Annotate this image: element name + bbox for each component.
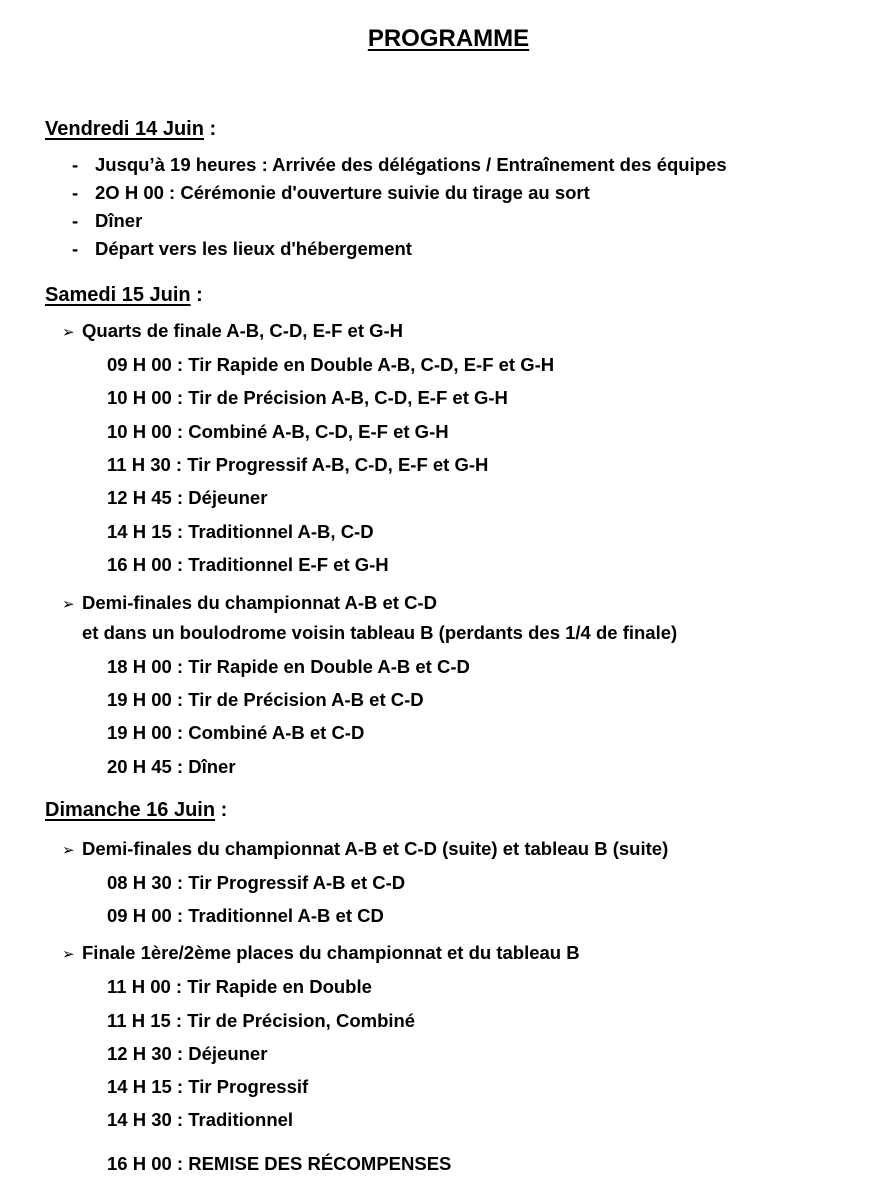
section-heading: ➢ Demi-finales du championnat A-B et C-D (suite) et tableau B (suite) xyxy=(62,838,668,862)
dash-icon: - xyxy=(72,238,79,259)
section-heading: ➢ Demi-finales du championnat A-B et C-D xyxy=(62,592,437,616)
schedule-item: 16 H 00 : REMISE DES RÉCOMPENSES xyxy=(107,1153,452,1174)
schedule-item: 16 H 00 : Traditionnel E-F et G-H xyxy=(107,554,389,575)
schedule-item: 11 H 30 : Tir Progressif A-B, C-D, E-F et G-H xyxy=(107,454,489,475)
day-heading-samedi: Samedi 15 Juin : xyxy=(45,284,203,306)
list-item: - Départ vers les lieux d'hébergement xyxy=(72,238,412,259)
arrow-bullet-icon: ➢ xyxy=(62,946,75,963)
page-title: PROGRAMME xyxy=(367,25,530,52)
schedule-item: 12 H 30 : Déjeuner xyxy=(107,1043,268,1064)
section-heading: ➢ Quarts de finale A-B, C-D, E-F et G-H xyxy=(62,320,403,344)
schedule-item: 09 H 00 : Traditionnel A-B et CD xyxy=(107,905,384,926)
arrow-bullet-icon: ➢ xyxy=(62,842,75,859)
dash-icon: - xyxy=(72,182,79,203)
day-heading-dimanche: Dimanche 16 Juin : xyxy=(45,799,228,821)
schedule-item: 18 H 00 : Tir Rapide en Double A-B et C-D xyxy=(107,656,470,677)
arrow-bullet-icon: ➢ xyxy=(62,596,75,613)
section-heading-continuation: et dans un boulodrome voisin tableau B (perdants des 1/4 de finale) xyxy=(82,622,678,643)
schedule-item: 19 H 00 : Tir de Précision A-B et C-D xyxy=(107,689,424,710)
list-item: - Dîner xyxy=(72,210,143,231)
arrow-bullet-icon: ➢ xyxy=(62,324,75,341)
schedule-item: 20 H 45 : Dîner xyxy=(107,756,236,777)
schedule-item: 14 H 15 : Traditionnel A-B, C-D xyxy=(107,521,374,542)
schedule-item: 11 H 00 : Tir Rapide en Double xyxy=(107,976,372,997)
list-item: - Jusqu’à 19 heures : Arrivée des délégations / Entraînement des équipes xyxy=(72,154,727,175)
dash-icon: - xyxy=(72,154,79,175)
schedule-item: 09 H 00 : Tir Rapide en Double A-B, C-D, E-F et G-H xyxy=(107,354,555,375)
schedule-item: 11 H 15 : Tir de Précision, Combiné xyxy=(107,1010,416,1031)
schedule-item: 19 H 00 : Combiné A-B et C-D xyxy=(107,722,365,743)
day-heading-vendredi: Vendredi 14 Juin : xyxy=(45,118,217,140)
schedule-item: 12 H 45 : Déjeuner xyxy=(107,487,268,508)
schedule-item: 10 H 00 : Combiné A-B, C-D, E-F et G-H xyxy=(107,421,449,442)
dash-icon: - xyxy=(72,210,79,231)
section-heading: ➢ Finale 1ère/2ème places du championnat et du tableau B xyxy=(62,942,580,966)
schedule-item: 14 H 15 : Tir Progressif xyxy=(107,1076,309,1097)
list-item: - 2O H 00 : Cérémonie d'ouverture suivie du tirage au sort xyxy=(72,182,590,203)
schedule-item: 10 H 00 : Tir de Précision A-B, C-D, E-F et G-H xyxy=(107,387,508,408)
schedule-item: 08 H 30 : Tir Progressif A-B et C-D xyxy=(107,872,406,893)
schedule-item: 14 H 30 : Traditionnel xyxy=(107,1109,294,1130)
